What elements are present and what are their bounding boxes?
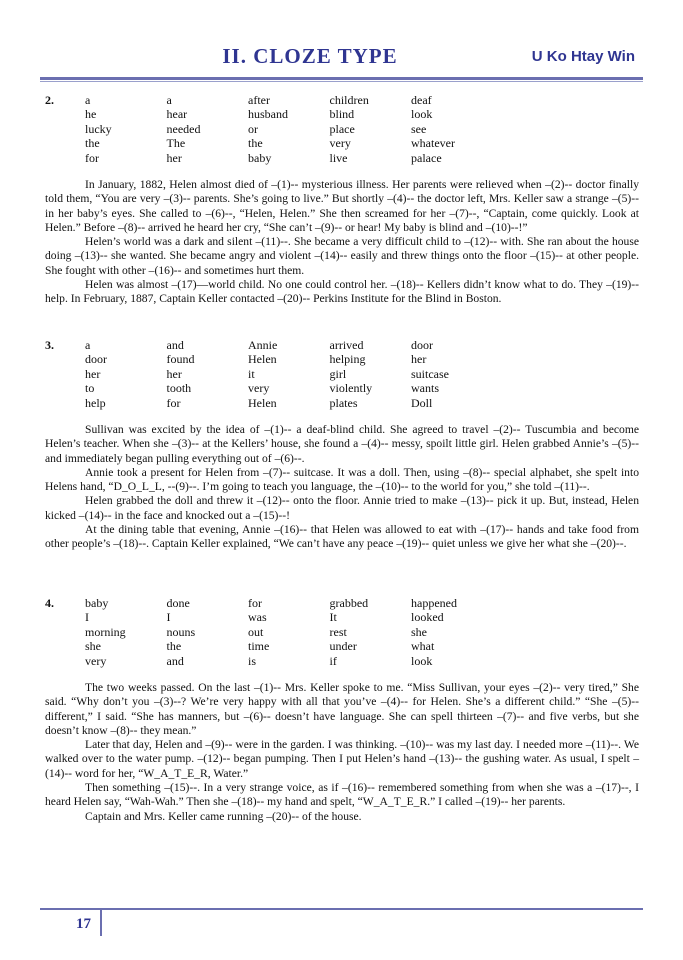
word: her: [166, 150, 182, 165]
word: Helen: [248, 395, 277, 410]
word: she: [411, 624, 427, 639]
word-box: [85, 338, 493, 410]
word: it: [248, 366, 255, 381]
word: she: [85, 639, 101, 654]
word: found: [166, 352, 195, 367]
word-row: [85, 654, 493, 668]
word: the: [166, 639, 182, 654]
word: very: [329, 136, 351, 151]
word: wants: [411, 381, 439, 396]
paragraph: In January, 1882, Helen almost died of –(1)-- mysterious illness. Her parents were relieved when –(2)-- doctor finally told them, “You are very –(3)-- parents. She’s going to live.” But shortly –(4)-- the doctor left, Mrs. Keller saw a strange –(5)-- in her baby’s eyes. She called to –(6)--, “Helen, Helen.” She then screamed for her –(7)--, “Captain, come quickly. Look at Helen.” Before –(8)-- arrived he heard her cry, “She can’t –(9)-- or hear! My baby is blind and –(10)--!”: [45, 178, 639, 234]
header-divider: [40, 77, 643, 80]
word-row: [85, 625, 493, 639]
word: tooth: [166, 381, 192, 396]
word: after: [248, 93, 270, 107]
word: time: [248, 639, 270, 654]
paragraph: Helen’s world was a dark and silent –(11)--. She became a very difficult child to –(12)-- with. She ran about the house doing –(13)-- she wanted. She became angry and violent –(14)-- easily and threw things onto the floor –(15)-- at other people. She fought with other –(16)-- and sometimes hurt them.: [45, 235, 639, 277]
paragraph: Sullivan was excited by the idea of –(1)-- a deaf-blind child. She agreed to travel –(2)-- Tuscumbia and become Helen’s teacher. When she –(3)-- at the Kellers’ house, she found a –(4)-- messy, spoilt little girl. Helen grabbed Annie’s –(5)-- and immediately began pulling everything out of –(6)--.: [45, 423, 639, 465]
word: blind: [329, 107, 355, 122]
passage: [45, 681, 639, 824]
word: suitcase: [411, 366, 449, 381]
exercise-2: [40, 93, 643, 323]
word: palace: [411, 150, 442, 165]
word: her: [85, 366, 101, 381]
passage: [45, 178, 639, 307]
exercise-number: 3.: [45, 338, 54, 352]
word: a: [85, 93, 91, 107]
word: helping: [329, 352, 366, 367]
word: plates: [329, 395, 358, 410]
word-row: [85, 136, 493, 150]
word-row: [85, 639, 493, 653]
word: very: [85, 653, 107, 668]
word: lucky: [85, 121, 112, 136]
paragraph: Helen was almost –(17)—world child. No one could control her. –(18)-- Kellers didn’t know what to do. They –(19)-- help. In February, 1887, Captain Keller contacted –(20)-- Perkins Institute for the Blind in Boston.: [45, 278, 639, 306]
word: for: [248, 596, 262, 610]
word: morning: [85, 624, 126, 639]
word: The: [166, 136, 186, 151]
paragraph: Then something –(15)--. In a very strange voice, as if –(16)-- remembered something from when she was a –(17)--, I heard Helen say, “Wah-Wah.” Then she –(18)-- my hand and spelt, “W_A_T_E_R.” I called –(19)-- her parents.: [45, 781, 639, 809]
exercise-4: [40, 596, 643, 846]
exercise-number: 2.: [45, 93, 54, 107]
word: children: [329, 93, 369, 107]
word: Doll: [411, 395, 433, 410]
word: door: [85, 352, 107, 367]
page-number: 17: [76, 916, 91, 932]
word: baby: [248, 150, 272, 165]
word: is: [248, 653, 257, 668]
word-row: [85, 352, 493, 366]
paragraph: Later that day, Helen and –(9)-- were in the garden. I was thinking. –(10)-- was my last day. I needed more –(11)--. We walked over to the water pump. –(12)-- began pumping. Then I put Helen’s hand –(13)-- the gushing water. As usual, I spelt –(14)-- word for her, “W_A_T_E_R, Water.”: [45, 738, 639, 780]
word: her: [411, 352, 427, 367]
exercise-3: [40, 338, 643, 583]
word: for: [85, 150, 99, 165]
word-row: [85, 596, 493, 610]
word: a: [166, 93, 172, 107]
paragraph: Captain and Mrs. Keller came running –(20)-- of the house.: [85, 809, 362, 823]
word-row: [85, 107, 493, 121]
word: Helen: [248, 352, 277, 367]
word: help: [85, 395, 106, 410]
word: I: [166, 610, 171, 625]
header-divider-thin: [40, 81, 643, 82]
word: what: [411, 639, 435, 654]
word-row: [85, 367, 493, 381]
word: for: [166, 395, 181, 410]
word: rest: [329, 624, 347, 639]
word: the: [248, 136, 263, 151]
word-row: [85, 93, 493, 107]
word-box: [85, 596, 493, 668]
word-row: [85, 122, 493, 136]
exercise-number: 4.: [45, 596, 54, 610]
word: needed: [166, 121, 201, 136]
word: look: [411, 653, 433, 668]
word: whatever: [411, 136, 455, 151]
word: see: [411, 121, 427, 136]
word: husband: [248, 107, 288, 122]
word: if: [329, 653, 337, 668]
word: or: [248, 121, 258, 136]
author-name: U Ko Htay Win: [531, 48, 635, 65]
word: door: [411, 338, 433, 352]
word: baby: [85, 596, 109, 610]
word: girl: [329, 366, 347, 381]
word: happened: [411, 596, 457, 610]
word: nouns: [166, 624, 196, 639]
word: a: [85, 338, 91, 352]
word: he: [85, 107, 97, 122]
footer-divider: [40, 908, 643, 910]
page-title: II. CLOZE TYPE: [222, 44, 398, 68]
word-box: [85, 93, 493, 165]
word: hear: [166, 107, 188, 122]
word: deaf: [411, 93, 432, 107]
word-row: [85, 338, 493, 352]
word: and: [166, 653, 184, 668]
word: live: [329, 150, 348, 165]
word: under: [329, 639, 357, 654]
word-row: [85, 396, 493, 410]
passage: [45, 423, 639, 552]
word: done: [166, 596, 190, 610]
word: It: [329, 610, 337, 625]
paragraph: The two weeks passed. On the last –(1)-- Mrs. Keller spoke to me. “Miss Sullivan, your eyes –(2)-- very tired,” She said. “Why don’t you –(3)--? We’re very happy with all that you’ve –(4)-- for Helen. She’s a different child.” “She –(5)-- different,” I said. “She has manners, but –(6)-- doesn’t have language. She can spell thirteen –(7)-- and five verbs, but she doesn’t know –(8)-- they mean.”: [45, 681, 639, 737]
word: violently: [329, 381, 373, 396]
word: was: [248, 610, 267, 625]
paragraph: Annie took a present for Helen from –(7)-- suitcase. It was a doll. Then, using –(8)-- special alphabet, she spelt into Helens hand, “D_O_L_L, --(9)--. I’m going to teach you language, the –(10)-- to the world for you,” she told –(11)--.: [45, 465, 639, 494]
word: grabbed: [329, 596, 369, 610]
word: out: [248, 624, 264, 639]
word: very: [248, 381, 270, 396]
word: Annie: [248, 338, 278, 352]
word: arrived: [329, 338, 364, 352]
paragraph: At the dining table that evening, Annie –(16)-- that Helen was allowed to eat with –(17)-- hands and take food from other people’s –(18)--. Captain Keller explained, “We can’t have any peace –(19)-- quiet unless we give her what she –(20)--.: [45, 523, 639, 551]
word-row: [85, 381, 493, 395]
word: her: [166, 366, 182, 381]
word-row: [85, 151, 493, 165]
word: place: [329, 121, 355, 136]
word: look: [411, 107, 433, 122]
word-row: [85, 610, 493, 624]
word: I: [85, 610, 89, 625]
footer-page-bar: [100, 910, 102, 936]
word: to: [85, 381, 95, 396]
word: looked: [411, 610, 444, 625]
word: the: [85, 136, 100, 151]
paragraph: Helen grabbed the doll and threw it –(12)-- onto the floor. Annie tried to make –(13)-- pick it up. But, instead, Helen kicked –(14)-- in the face and knocked out a –(15)--!: [45, 494, 639, 522]
word: and: [166, 338, 184, 352]
